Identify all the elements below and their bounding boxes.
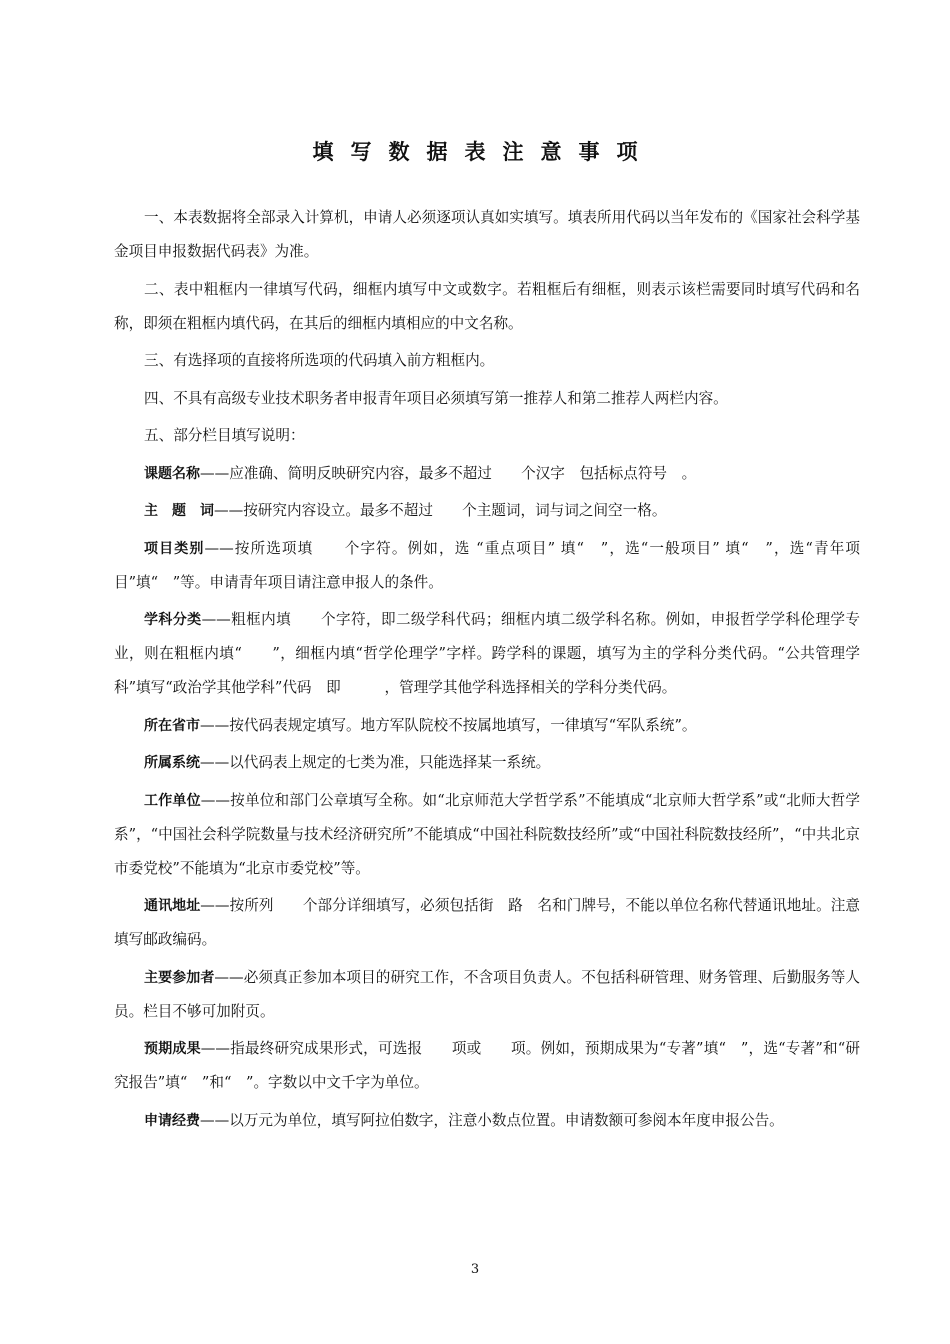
field-term: 课题名称 xyxy=(144,465,200,482)
field-term: 预期成果 xyxy=(144,1041,201,1057)
field-note-item xyxy=(114,709,860,743)
field-term: 通讯地址 xyxy=(144,898,201,914)
field-term: 主要参加者 xyxy=(144,969,215,986)
field-note-item xyxy=(114,746,860,780)
field-description: ——以代码表上规定的七类为准，只能选择某一系统。 xyxy=(200,754,551,771)
field-description: ——以万元为单位，填写阿拉伯数字，注意小数点位置。申请数额可参阅本年度申报公告。 xyxy=(200,1111,784,1129)
field-term: 所在省市 xyxy=(144,717,200,734)
field-description: ——应准确、简明反映研究内容，最多不超过 个汉字 包括标点符号 。 xyxy=(200,464,697,482)
paragraph-2: 二、表中粗框内一律填写代码，细框内填写中文或数字。若粗框后有细框，则表示该栏需要同时填写代码和名称，即须在粗框内填代码，在其后的细框内填相应的中文名称。 xyxy=(114,280,860,332)
field-term: 工作单位 xyxy=(144,792,201,809)
paragraph-5: 五、部分栏目填写说明： xyxy=(144,427,305,444)
field-note-item xyxy=(114,603,860,705)
page-number: 3 xyxy=(470,1262,480,1277)
field-note-item xyxy=(114,457,860,491)
field-note-item xyxy=(114,889,860,957)
field-note-item xyxy=(114,532,860,600)
field-description: ——必须真正参加本项目的研究工作，不含项目负责人。不包括科研管理、财务管理、后勤服务等人员。栏目不够可加附页。 xyxy=(114,968,860,1020)
field-term: 申请经费 xyxy=(144,1112,200,1129)
field-note-item xyxy=(114,494,860,528)
field-note-item xyxy=(114,784,860,886)
field-description: ——按所列 个部分详细填写，必须包括街 路 名和门牌号，不能以单位名称代替通讯地址。注意填写邮政编码。 xyxy=(114,897,860,948)
field-description: ——按研究内容设立。最多不超过 个主题词，词与词之间空一格。 xyxy=(214,502,667,519)
field-term: 主 题 词 xyxy=(144,503,214,519)
field-term: 学科分类 xyxy=(144,612,202,628)
document-body xyxy=(114,201,860,1141)
paragraph-1: 一、本表数据将全部录入计算机，申请人必须逐项认真如实填写。填表所用代码以当年发布的《国家社会科学基金项目申报数据代码表》为准。 xyxy=(114,209,860,260)
field-description: ——粗框内填 个字符，即二级学科代码；细框内填二级学科名称。例如，申报哲学学科伦理学专业，则在粗框内填“ ”，细框内填“哲学伦理学”字样。跨学科的课题，填写为主的学科分类代码。“公共管理学科”填写“政治学其他学科”代码 即 ，管理学其他学科选择相关的学科分类代码。 xyxy=(114,611,860,696)
page-title: 填写数据表注意事项 xyxy=(312,140,655,164)
field-note-item xyxy=(114,961,860,1029)
field-description: ——按所选项填 个字符。例如，选 “重点项目” 填“ ”，选“一般项目” 填“ ”，选“青年项目”填“ ”等。申请青年项目请注意申报人的条件。 xyxy=(114,539,860,591)
paragraph-4: 四、不具有高级专业技术职务者申报青年项目必须填写第一推荐人和第二推荐人两栏内容。 xyxy=(144,389,728,407)
field-description: ——指最终研究成果形式，可选报 项或 项。例如，预期成果为“专著”填“ ”，选“专著”和“研究报告”填“ ”和“ ”。字数以中文千字为单位。 xyxy=(114,1040,861,1091)
field-term: 所属系统 xyxy=(144,755,200,771)
paragraph-3: 三、有选择项的直接将所选项的代码填入前方粗框内。 xyxy=(144,352,495,369)
field-description: ——按代码表规定填写。地方军队院校不按属地填写，一律填写“军队系统”。 xyxy=(200,716,697,734)
field-term: 项目类别 xyxy=(144,540,205,557)
field-description: ——按单位和部门公章填写全称。如“北京师范大学哲学系”不能填成“北京师大哲学系”或“北师大哲学系”，“中国社会科学院数量与技术经济研究所”不能填成“中国社科院数技经所”或“中国社科院数技经所”，“中共北京市委党校”不能填为“北京市委党校”等。 xyxy=(114,791,860,877)
field-note-item xyxy=(114,1032,860,1100)
field-note-item xyxy=(114,1104,860,1138)
